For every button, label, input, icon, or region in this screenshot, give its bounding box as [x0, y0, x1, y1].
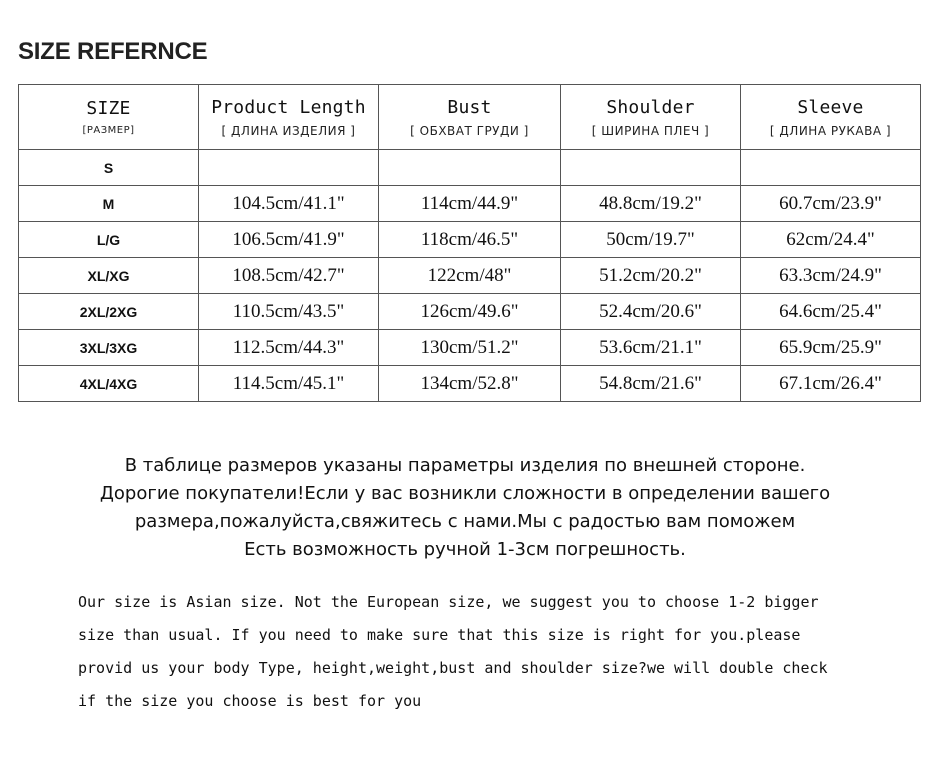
header-shoulder [561, 85, 741, 150]
size-cell: 3XL/3XG [19, 330, 199, 366]
table-row [19, 366, 921, 402]
sleeve-cell: 63.3cm/24.9" [741, 258, 921, 294]
english-note-line: Our size is Asian size. Not the European size, we suggest you to choose 1-2 bigger [78, 593, 819, 611]
shoulder-cell [561, 150, 741, 186]
russian-note [0, 452, 930, 564]
header-size-label: SIZE [86, 98, 131, 119]
length-cell: 110.5cm/43.5" [199, 294, 379, 330]
table-row [19, 150, 921, 186]
table-row [19, 258, 921, 294]
bust-cell [379, 150, 561, 186]
size-cell: 2XL/2XG [19, 294, 199, 330]
header-product-length [199, 85, 379, 150]
shoulder-cell: 54.8cm/21.6" [561, 366, 741, 402]
header-sleeve-label: Sleeve [797, 96, 864, 118]
header-shoulder-label: Shoulder [606, 96, 695, 118]
bust-cell: 134cm/52.8" [379, 366, 561, 402]
length-cell: 106.5cm/41.9" [199, 222, 379, 258]
shoulder-cell: 52.4cm/20.6" [561, 294, 741, 330]
header-size-sublabel: [РАЗМЕР] [82, 125, 135, 136]
size-chart-table [18, 84, 921, 402]
sleeve-cell: 67.1cm/26.4" [741, 366, 921, 402]
table-row [19, 222, 921, 258]
bust-cell: 130cm/51.2" [379, 330, 561, 366]
sleeve-cell: 64.6cm/25.4" [741, 294, 921, 330]
header-bust-sublabel: [ ОБХВАТ ГРУДИ ] [410, 123, 529, 138]
shoulder-cell: 50cm/19.7" [561, 222, 741, 258]
english-note-line: size than usual. If you need to make sure that this size is right for you.please [78, 626, 801, 644]
bust-cell: 114cm/44.9" [379, 186, 561, 222]
sleeve-cell: 65.9cm/25.9" [741, 330, 921, 366]
table-row [19, 294, 921, 330]
size-cell: XL/XG [19, 258, 199, 294]
sleeve-cell [741, 150, 921, 186]
russian-note-line: Есть возможность ручной 1-3см погрешность. [244, 539, 686, 560]
sleeve-cell: 62cm/24.4" [741, 222, 921, 258]
header-size [19, 85, 199, 150]
russian-note-line: Дорогие покупатели!Если у вас возникли сложности в определении вашего [99, 483, 831, 504]
english-note-line: if the size you choose is best for you [78, 692, 422, 710]
length-cell [199, 150, 379, 186]
length-cell: 112.5cm/44.3" [199, 330, 379, 366]
header-bust [379, 85, 561, 150]
bust-cell: 118cm/46.5" [379, 222, 561, 258]
size-cell: L/G [19, 222, 199, 258]
length-cell: 108.5cm/42.7" [199, 258, 379, 294]
page-title: SIZE REFERNCE [18, 38, 208, 65]
length-cell: 104.5cm/41.1" [199, 186, 379, 222]
table-header-row [19, 85, 921, 150]
shoulder-cell: 48.8cm/19.2" [561, 186, 741, 222]
header-bust-label: Bust [447, 96, 492, 118]
sleeve-cell: 60.7cm/23.9" [741, 186, 921, 222]
size-cell: 4XL/4XG [19, 366, 199, 402]
russian-note-line: В таблице размеров указаны параметры изделия по внешней стороне. [124, 455, 806, 476]
table-row [19, 186, 921, 222]
header-shoulder-sublabel: [ ШИРИНА ПЛЕЧ ] [591, 123, 710, 138]
header-sleeve-sublabel: [ ДЛИНА РУКАВА ] [769, 123, 892, 138]
bust-cell: 122cm/48" [379, 258, 561, 294]
size-cell: S [19, 150, 199, 186]
size-cell: M [19, 186, 199, 222]
table-row [19, 330, 921, 366]
header-product-length-sublabel: [ ДЛИНА ИЗДЕЛИЯ ] [221, 123, 356, 138]
russian-note-line: размера,пожалуйста,свяжитесь с нами.Мы с радостью вам поможем [134, 511, 796, 532]
header-product-length-label: Product Length [211, 96, 366, 118]
header-sleeve [741, 85, 921, 150]
shoulder-cell: 53.6cm/21.1" [561, 330, 741, 366]
shoulder-cell: 51.2cm/20.2" [561, 258, 741, 294]
english-note [78, 586, 908, 718]
length-cell: 114.5cm/45.1" [199, 366, 379, 402]
bust-cell: 126cm/49.6" [379, 294, 561, 330]
english-note-line: provid us your body Type, height,weight,bust and shoulder size?we will double check [78, 659, 828, 677]
